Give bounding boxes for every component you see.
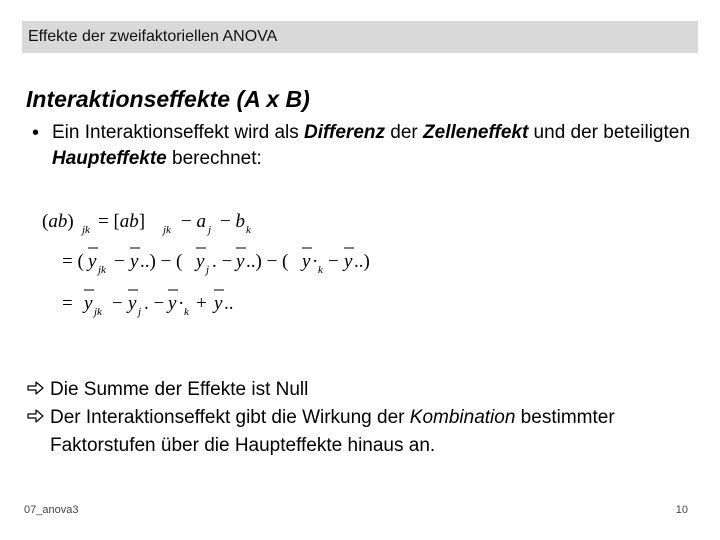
- conclusion-em-kombination: Kombination: [409, 407, 516, 428]
- bullet-part2: der: [385, 122, 424, 143]
- formula-line-3: [62, 290, 234, 318]
- svg-text:(ab): (ab): [42, 211, 74, 232]
- bullet-icon: •: [32, 122, 40, 144]
- formula-line-1: [42, 211, 252, 236]
- svg-text:..): ..): [354, 251, 370, 272]
- footer-page-number: 10: [675, 504, 688, 516]
- formula-block: [40, 205, 400, 325]
- svg-text:y: y: [236, 251, 245, 272]
- conclusion-text-1: Die Summe der Effekte ist Null: [50, 379, 309, 400]
- svg-text:− b: − b: [220, 211, 245, 232]
- svg-text:=: =: [62, 293, 73, 314]
- svg-text:− a: − a: [181, 211, 206, 232]
- svg-text:..: ..: [224, 293, 234, 314]
- bullet-part3: und der beteiligten: [528, 122, 690, 143]
- svg-text:·: ·: [178, 293, 185, 314]
- outline-arrow-right-icon: [26, 378, 46, 398]
- svg-text:y: y: [88, 251, 97, 272]
- bullet-text: [52, 120, 692, 172]
- svg-text:= [ab]: = [ab]: [98, 211, 146, 232]
- svg-text:y: y: [344, 251, 353, 272]
- svg-text:. −: . −: [212, 251, 233, 272]
- header-title: Effekte der zweifaktoriellen ANOVA: [28, 28, 278, 45]
- svg-text:y: y: [84, 293, 93, 314]
- svg-text:·: ·: [312, 251, 319, 272]
- footer-filename: 07_anova3: [24, 504, 79, 516]
- bullet-em-zelleneffekt: Zelleneffekt: [423, 122, 529, 143]
- conclusion-item-1: [26, 376, 696, 404]
- svg-text:y: y: [214, 293, 223, 314]
- svg-text:= (: = (: [62, 251, 84, 272]
- bullet-em-haupteffekte: Haupteffekte: [52, 148, 167, 169]
- bullet-part4: berechnet:: [166, 148, 262, 169]
- svg-text:jk: jk: [98, 264, 106, 276]
- conclusion-text-2b: bestimmter Faktorstufen über die Haupteffekte hinaus an.: [50, 407, 615, 456]
- svg-text:. −: . −: [144, 293, 165, 314]
- conclusion-list: [26, 376, 696, 460]
- svg-text:−: −: [112, 293, 123, 314]
- svg-text:..) − (: ..) − (: [246, 251, 289, 272]
- svg-text:y: y: [302, 251, 311, 272]
- svg-text:y: y: [130, 251, 139, 272]
- svg-text:j: j: [208, 224, 212, 236]
- outline-arrow-right-icon: [26, 406, 46, 426]
- svg-text:−: −: [114, 251, 125, 272]
- svg-text:+: +: [196, 293, 207, 314]
- svg-text:−: −: [328, 251, 339, 272]
- conclusion-text-2a: Der Interaktionseffekt gibt die Wirkung der: [50, 407, 410, 428]
- header-bar: [22, 21, 698, 53]
- svg-text:j: j: [206, 264, 210, 276]
- svg-text:j: j: [138, 306, 142, 318]
- bullet-em-differenz: Differenz: [304, 122, 385, 143]
- svg-text:y: y: [168, 293, 177, 314]
- svg-text:y: y: [196, 251, 205, 272]
- svg-text:..) − (: ..) − (: [140, 251, 183, 272]
- svg-text:jk: jk: [82, 224, 90, 236]
- svg-text:k: k: [246, 224, 251, 236]
- svg-text:jk: jk: [163, 224, 171, 236]
- conclusion-item-2: [26, 404, 696, 460]
- slide-heading: Interaktionseffekte (A x B): [26, 86, 310, 112]
- bullet-part1: Ein Interaktionseffekt wird als: [52, 122, 305, 143]
- svg-text:k: k: [184, 306, 189, 318]
- svg-text:y: y: [128, 293, 137, 314]
- svg-text:jk: jk: [94, 306, 102, 318]
- formula-svg: [40, 205, 400, 325]
- svg-text:k: k: [318, 264, 323, 276]
- formula-line-2: [62, 248, 370, 276]
